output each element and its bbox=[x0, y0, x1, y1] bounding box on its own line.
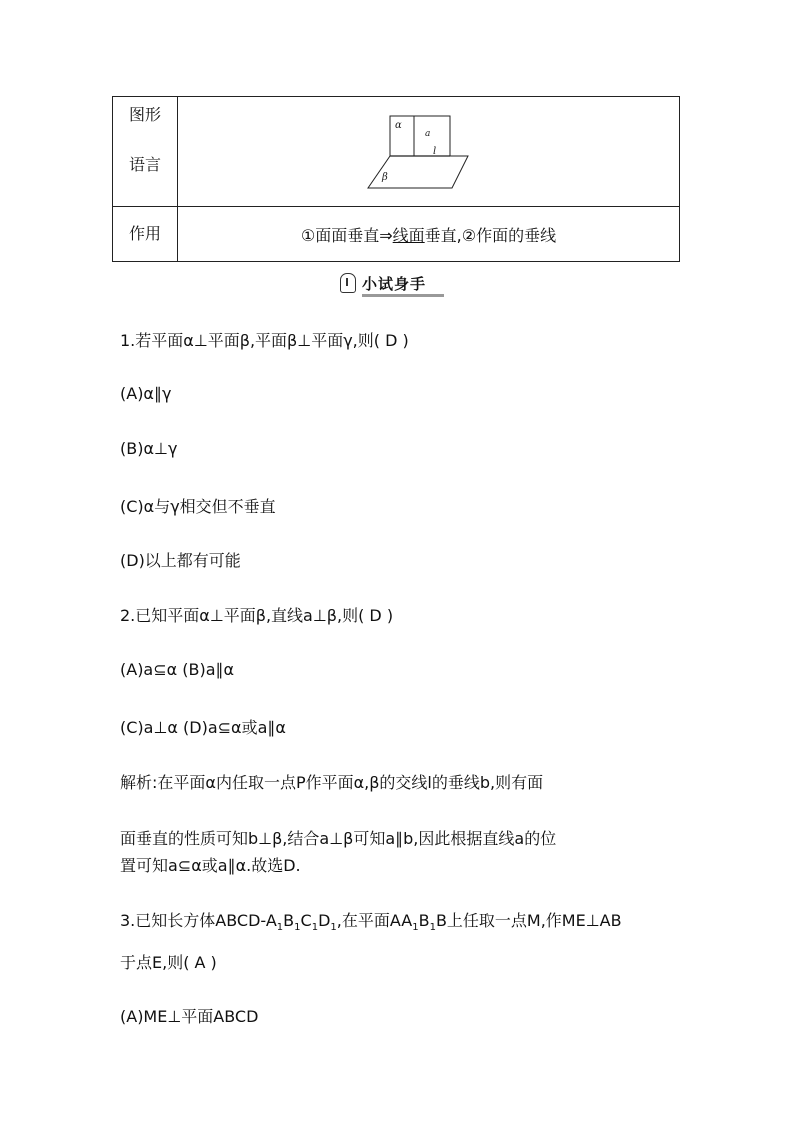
q3-sub-1c: 1 bbox=[311, 922, 319, 934]
perpendicular-planes-figure bbox=[364, 110, 494, 190]
q3-stem-part-a: 3.已知长方体ABCD-A bbox=[120, 911, 277, 930]
q3-stem-part-c: C bbox=[300, 911, 312, 930]
usage-text-2: 垂直,②作面的垂线 bbox=[424, 225, 557, 245]
q3-stem-line2: 于点E,则( A ) bbox=[120, 953, 217, 972]
label-figure: 图形 bbox=[128, 105, 161, 124]
figure-label-a: a bbox=[424, 128, 430, 139]
q3-stem-part-f: B bbox=[418, 911, 430, 930]
q3-sub-1d: 1 bbox=[330, 922, 337, 934]
q3-sub-1e: 1 bbox=[412, 922, 419, 934]
q3-sub-1a: 1 bbox=[276, 922, 284, 934]
q2-analysis-line2: 面垂直的性质可知b⊥β,结合a⊥β可知a∥b,因此根据直线a的位 bbox=[120, 829, 557, 848]
q1-option-d: (D)以上都有可能 bbox=[120, 551, 241, 570]
q1-option-c: (C)α与γ相交但不垂直 bbox=[120, 497, 276, 516]
q3-sub-1f: 1 bbox=[429, 922, 436, 934]
q2-options-line2: (C)a⊥α (D)a⊆α或a∥α bbox=[120, 718, 286, 737]
q2-stem: 2.已知平面α⊥平面β,直线a⊥β,则( D ) bbox=[120, 606, 394, 625]
label-language: 语言 bbox=[128, 155, 161, 174]
label-cell-figure-language bbox=[113, 97, 178, 207]
q3-stem-line1 bbox=[120, 908, 622, 933]
q3-stem-part-g: B上任取一点M,作ME⊥AB bbox=[435, 911, 622, 930]
q3-stem-part-b: B bbox=[283, 911, 295, 930]
q2-options-line1: (A)a⊆α (B)a∥α bbox=[120, 660, 235, 679]
usage-text-underlined: 线面 bbox=[392, 225, 425, 245]
q2-analysis-line3: 置可知a⊆α或a∥α.故选D. bbox=[120, 856, 301, 875]
q1-option-b: (B)α⊥γ bbox=[120, 439, 178, 458]
figure-label-beta: β bbox=[381, 171, 388, 183]
label-usage: 作用 bbox=[113, 207, 178, 262]
figure-cell bbox=[178, 97, 680, 207]
figure-label-alpha: α bbox=[394, 119, 402, 131]
table-row-usage bbox=[113, 207, 680, 262]
usage-cell bbox=[178, 207, 680, 262]
q3-stem-part-e: ,在平面AA bbox=[336, 911, 413, 930]
q1-option-a: (A)α∥γ bbox=[120, 384, 172, 403]
property-table bbox=[112, 96, 680, 262]
section-title: 小试身手 bbox=[362, 273, 444, 294]
table-row-figure bbox=[113, 97, 680, 207]
q3-sub-1b: 1 bbox=[294, 922, 301, 934]
usage-text-1: ①面面垂直⇒ bbox=[300, 225, 393, 245]
q2-analysis-line1: 解析:在平面α内任取一点P作平面α,β的交线l的垂线b,则有面 bbox=[120, 773, 544, 792]
q3-option-a: (A)ME⊥平面ABCD bbox=[120, 1007, 259, 1026]
section-header bbox=[340, 272, 444, 294]
q3-stem-part-d: D bbox=[318, 911, 331, 930]
bulb-badge-icon bbox=[340, 273, 356, 293]
figure-label-l: l bbox=[432, 145, 436, 157]
q1-stem: 1.若平面α⊥平面β,平面β⊥平面γ,则( D ) bbox=[120, 331, 409, 350]
